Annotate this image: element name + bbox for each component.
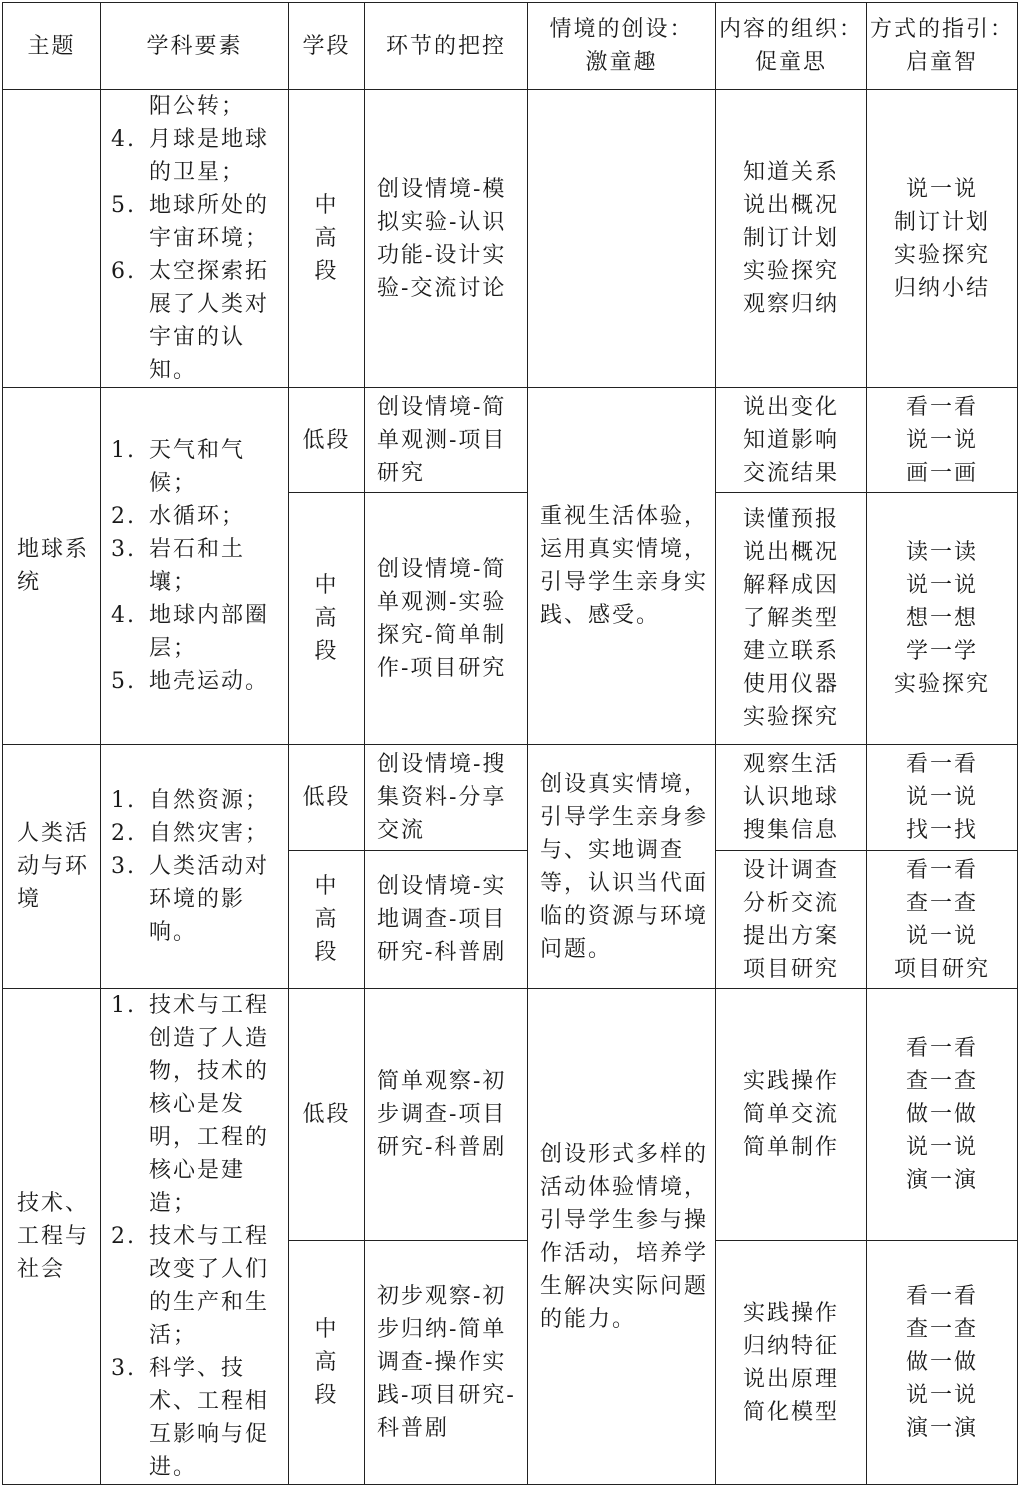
cell-line: 说一说: [905, 785, 978, 810]
stage-cell: 低段: [289, 388, 365, 493]
list-item: [111, 1220, 284, 1352]
header-elements: 学科要素: [101, 3, 289, 90]
list-item-text: 人类活动对环境的影响。: [149, 854, 270, 945]
cell-line: 建立联系: [742, 639, 839, 664]
list-item-text: 地壳运动。: [149, 669, 270, 694]
list-item-number: 2.: [111, 504, 136, 529]
cell-line: 看一看: [905, 1284, 978, 1310]
list-item-number: 6.: [111, 259, 136, 284]
list-item-number: 4.: [111, 127, 136, 152]
list-item-number: 2.: [111, 1224, 136, 1249]
header-stage: 学段: [289, 3, 365, 90]
theme-cell: [3, 90, 101, 388]
list-item: [111, 533, 284, 599]
cell-line: 简单制作: [742, 1135, 839, 1161]
table-row: [3, 388, 1018, 493]
header-guidance: 方式的指引： 启童智: [867, 3, 1018, 90]
list-item: [111, 817, 284, 850]
situation-cell: 重视生活体验，运用真实情境，引导学生亲身实践、感受。: [528, 388, 716, 745]
cell-line: 查一查: [905, 1069, 978, 1095]
list-item-number: 5.: [111, 669, 136, 694]
cell-line: 读懂预报: [742, 507, 839, 532]
cell-line: 学一学: [905, 639, 978, 664]
list-item-text: 科学、技术、工程相互影响与促进。: [149, 1356, 270, 1480]
cell-line: 说出原理: [742, 1366, 839, 1392]
organization-cell: [716, 90, 867, 388]
cell-line: 实验探究: [742, 705, 839, 730]
cell-line: 实践操作: [742, 1300, 839, 1326]
cell-line: 说一说: [905, 1135, 978, 1161]
situation-cell: 创设形式多样的活动体验情境，引导学生参与操作活动，培养学生解决实际问题的能力。: [528, 989, 716, 1485]
elements-cell: [101, 90, 289, 388]
cell-line: 看一看: [905, 752, 978, 777]
list-item: [111, 500, 284, 533]
stage-cell: 低段: [289, 745, 365, 851]
cell-line: 观察生活: [742, 752, 839, 777]
list-item-number: 2.: [111, 821, 136, 846]
list-item-text: 岩石和土壤；: [149, 537, 246, 595]
situation-cell: 创设真实情境，引导学生亲身参与、实地调查等，认识当代面临的资源与环境问题。: [528, 745, 716, 989]
cell-line: 简化模型: [742, 1399, 839, 1425]
elements-continuation: 阳公转；: [149, 94, 246, 119]
cell-line: 实践操作: [742, 1069, 839, 1095]
list-item-text: 自然资源；: [149, 788, 270, 813]
guidance-cell: [867, 989, 1018, 1241]
cell-line: 解释成因: [742, 573, 839, 598]
guidance-cell: [867, 388, 1018, 493]
organization-cell: [716, 388, 867, 493]
list-item: [111, 123, 284, 189]
cell-line: 归纳特征: [742, 1333, 839, 1359]
elements-cell: [101, 989, 289, 1485]
guidance-cell: [867, 90, 1018, 388]
list-item-text: 技术与工程改变了人们的生产和生活；: [149, 1224, 270, 1348]
stage-cell: 低段: [289, 989, 365, 1241]
cell-line: 实验探究: [742, 259, 839, 284]
list-item: [111, 1352, 284, 1484]
cell-line: 知道影响: [742, 427, 839, 453]
cell-line: 归纳小结: [893, 275, 990, 301]
list-item-text: 太空探索拓展了人类对宇宙的认知。: [149, 259, 270, 383]
cell-line: 实验探究: [893, 242, 990, 268]
list-item: [111, 599, 284, 665]
cell-line: 制订计划: [742, 226, 839, 251]
curriculum-table: [2, 2, 1018, 1485]
organization-cell: [716, 989, 867, 1241]
stage-cell: 中高段: [289, 851, 365, 989]
cell-line: 说一说: [905, 427, 978, 453]
cell-line: 查一查: [905, 890, 978, 916]
cell-line: 了解类型: [742, 606, 839, 631]
list-item-text: 水循环；: [149, 504, 246, 529]
organization-cell: [716, 745, 867, 851]
cell-line: 说一说: [905, 923, 978, 949]
cell-line: 设计调查: [742, 857, 839, 883]
theme-cell: 地球系统: [3, 388, 101, 745]
table-row: [3, 90, 1018, 388]
cell-line: 观察归纳: [742, 292, 839, 317]
cell-line: 实验探究: [893, 672, 990, 697]
cell-line: 提出方案: [742, 923, 839, 949]
organization-cell: [716, 1241, 867, 1485]
organization-cell: [716, 493, 867, 745]
cell-line: 搜集信息: [742, 818, 839, 843]
cell-line: 演一演: [905, 1168, 978, 1194]
situation-cell: [528, 90, 716, 388]
cell-line: 知道关系: [742, 160, 839, 185]
cell-line: 使用仪器: [742, 672, 839, 697]
header-control: 环节的把控: [365, 3, 528, 90]
theme-cell: 技术、工程与社会: [3, 989, 101, 1485]
guidance-cell: [867, 745, 1018, 851]
elements-list: [101, 123, 288, 387]
list-item-number: 3.: [111, 537, 136, 562]
cell-line: 项目研究: [742, 956, 839, 982]
list-item: [111, 784, 284, 817]
header-organization: 内容的组织： 促童思: [716, 3, 867, 90]
control-cell: 创设情境-实地调查-项目研究-科普剧: [365, 851, 528, 989]
header-row: [3, 3, 1018, 90]
guidance-cell: [867, 851, 1018, 989]
cell-line: 读一读: [905, 540, 978, 565]
header-situation: 情境的创设： 激童趣: [528, 3, 716, 90]
elements-cell: [101, 388, 289, 745]
list-item: [111, 434, 284, 500]
cell-line: 说一说: [905, 573, 978, 598]
list-item: [111, 255, 284, 387]
cell-line: 说一说: [905, 176, 978, 202]
cell-line: 做一做: [905, 1102, 978, 1128]
elements-list: [101, 989, 288, 1484]
cell-line: 分析交流: [742, 890, 839, 916]
list-item-number: 1.: [111, 788, 136, 813]
guidance-cell: [867, 493, 1018, 745]
cell-line: 说出概况: [742, 540, 839, 565]
control-cell: 创设情境-模拟实验-认识功能-设计实验-交流讨论: [365, 90, 528, 388]
list-item-text: 天气和气候；: [149, 438, 246, 496]
list-item-number: 1.: [111, 438, 136, 463]
header-theme: 主题: [3, 3, 101, 90]
list-item: [111, 665, 284, 698]
cell-line: 想一想: [905, 606, 978, 631]
cell-line: 看一看: [905, 857, 978, 883]
cell-line: 查一查: [905, 1317, 978, 1343]
control-cell: 创设情境-搜集资料-分享交流: [365, 745, 528, 851]
control-cell: 创设情境-简单观测-项目研究: [365, 388, 528, 493]
table-row: [3, 745, 1018, 851]
organization-cell: [716, 851, 867, 989]
list-item-number: 4.: [111, 603, 136, 628]
control-cell: 简单观察-初步调查-项目研究-科普剧: [365, 989, 528, 1241]
list-item-number: 1.: [111, 993, 136, 1018]
cell-line: 制订计划: [893, 209, 990, 235]
cell-line: 简单交流: [742, 1102, 839, 1128]
list-item: [111, 989, 284, 1220]
list-item-text: 自然灾害；: [149, 821, 270, 846]
stage-cell: 中高段: [289, 493, 365, 745]
cell-line: 说一说: [905, 1383, 978, 1409]
table-row: [3, 989, 1018, 1241]
list-item-text: 技术与工程创造了人造物，技术的核心是发明，工程的核心是建造；: [149, 993, 270, 1216]
elements-list: [101, 784, 288, 949]
cell-line: 找一找: [905, 818, 978, 843]
cell-line: 演一演: [905, 1416, 978, 1442]
cell-line: 项目研究: [893, 956, 990, 982]
guidance-cell: [867, 1241, 1018, 1485]
cell-line: 说出概况: [742, 193, 839, 218]
control-cell: 初步观察-初步归纳-简单调查-操作实践-项目研究-科普剧: [365, 1241, 528, 1485]
cell-line: 交流结果: [742, 460, 839, 486]
elements-cell: [101, 745, 289, 989]
list-item-text: 地球内部圈层；: [149, 603, 270, 661]
list-item: [111, 850, 284, 949]
stage-cell: 中高段: [289, 1241, 365, 1485]
list-item-number: 3.: [111, 854, 136, 879]
cell-line: 认识地球: [742, 785, 839, 810]
list-item: [111, 189, 284, 255]
cell-line: 做一做: [905, 1350, 978, 1376]
cell-line: 说出变化: [742, 394, 839, 420]
control-cell: 创设情境-简单观测-实验探究-简单制作-项目研究: [365, 493, 528, 745]
cell-line: 画一画: [905, 460, 978, 486]
list-item-text: 月球是地球的卫星；: [149, 127, 270, 185]
elements-list: [101, 434, 288, 698]
list-item-number: 5.: [111, 193, 136, 218]
stage-cell: 中高段: [289, 90, 365, 388]
theme-cell: 人类活动与环境: [3, 745, 101, 989]
list-item-text: 地球所处的宇宙环境；: [149, 193, 270, 251]
list-item-number: 3.: [111, 1356, 136, 1381]
cell-line: 看一看: [905, 1036, 978, 1062]
cell-line: 看一看: [905, 394, 978, 420]
